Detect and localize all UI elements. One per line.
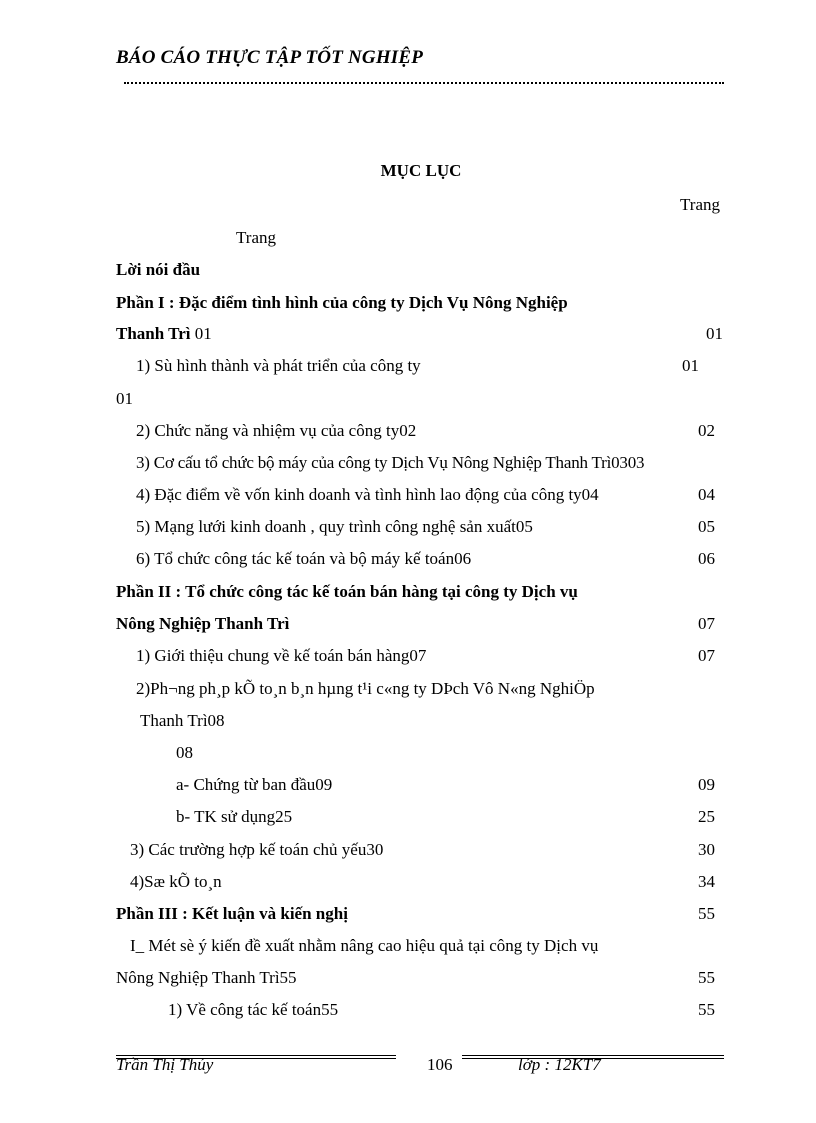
header-dotted-rule — [124, 82, 724, 84]
toc-entry: Phần I : Đặc điểm tình hình của công ty Dịch Vụ Nông Nghiệp — [116, 293, 568, 312]
toc-entry: 2)Ph¬ng ph¸p kÕ to¸n b¸n hµng t¹i c«ng ty DÞch Vô N«ng NghiÖp — [136, 679, 595, 698]
toc-entry-bold: Thanh Trì — [116, 324, 191, 343]
toc-entry: 4) Đặc điểm về vốn kinh doanh và tình hình lao động của công ty04 — [136, 485, 599, 504]
toc-page: 04 — [698, 485, 715, 504]
toc-page: 25 — [698, 807, 715, 826]
toc-entry: a- Chứng từ ban đầu09 — [176, 775, 333, 794]
toc-page: 34 — [698, 872, 715, 891]
toc-page: 07 — [698, 614, 715, 633]
toc-entry: Lời nói đầu — [116, 260, 201, 279]
footer-author: Trần Thị Thúy — [116, 1055, 214, 1074]
toc-page: 05 — [698, 517, 715, 536]
toc-page: 55 — [698, 968, 715, 987]
toc-entry: 01 — [116, 389, 133, 408]
toc-page: 06 — [698, 549, 715, 568]
toc-entry: b- TK sử dụng25 — [176, 807, 293, 826]
toc-entry: Phần II : Tổ chức công tác kế toán bán hàng tại công ty Dịch vụ — [116, 582, 578, 601]
toc-page: 55 — [698, 904, 715, 923]
toc-page: 07 — [698, 646, 715, 665]
toc-page: 30 — [698, 840, 715, 859]
toc-entry: 4)Sæ kÕ to¸n — [130, 872, 222, 891]
toc-trang-left: Trang — [236, 228, 276, 247]
toc-entry: Phần III : Kết luận và kiến nghị — [116, 904, 348, 923]
footer-class: lớp : 12KT7 — [518, 1055, 601, 1074]
toc-entry: 3) Các trường hợp kế toán chủ yếu30 — [130, 840, 384, 859]
toc-title: MỤC LỤC — [380, 161, 462, 180]
toc-page: 01 — [706, 324, 723, 343]
toc-entry — [116, 324, 212, 344]
toc-entry: 08 — [176, 743, 193, 762]
footer-page-number: 106 — [427, 1055, 453, 1074]
toc-entry: 5) Mạng lưới kinh doanh , quy trình công nghệ sản xuất05 — [136, 517, 533, 536]
toc-entry: 1) Giới thiệu chung về kế toán bán hàng07 — [136, 646, 427, 665]
toc-page: 55 — [698, 1000, 715, 1019]
toc-entry: Thanh Trì08 — [140, 711, 225, 730]
toc-entry-rest: 01 — [190, 324, 212, 343]
toc-trang-right: Trang — [680, 195, 720, 214]
toc-entry: Nông Nghiệp Thanh Trì — [116, 614, 290, 633]
toc-page: 09 — [698, 775, 715, 794]
toc-entry: 1) Sù hình thành và phát triển của công ty — [136, 356, 421, 375]
toc-entry: 1) Về công tác kế toán55 — [168, 1000, 339, 1019]
header-title: BÁO CÁO THỰC TẬP TỐT NGHIỆP — [116, 47, 424, 68]
toc-entry: Nông Nghiệp Thanh Trì55 — [116, 968, 297, 987]
toc-entry: 2) Chức năng và nhiệm vụ của công ty02 — [136, 421, 417, 440]
toc-entry: 6) Tổ chức công tác kế toán và bộ máy kế toán06 — [136, 549, 472, 568]
toc-entry: 3) Cơ cấu tổ chức bộ máy của công ty Dịch Vụ Nông Nghiệp Thanh Trì0303 — [136, 453, 645, 472]
toc-page: 01 — [682, 356, 699, 375]
toc-page: 02 — [698, 421, 715, 440]
toc-entry: I_ Mét sè ý kiến đề xuất nhằm nâng cao hiệu quả tại công ty Dịch vụ — [130, 936, 599, 955]
